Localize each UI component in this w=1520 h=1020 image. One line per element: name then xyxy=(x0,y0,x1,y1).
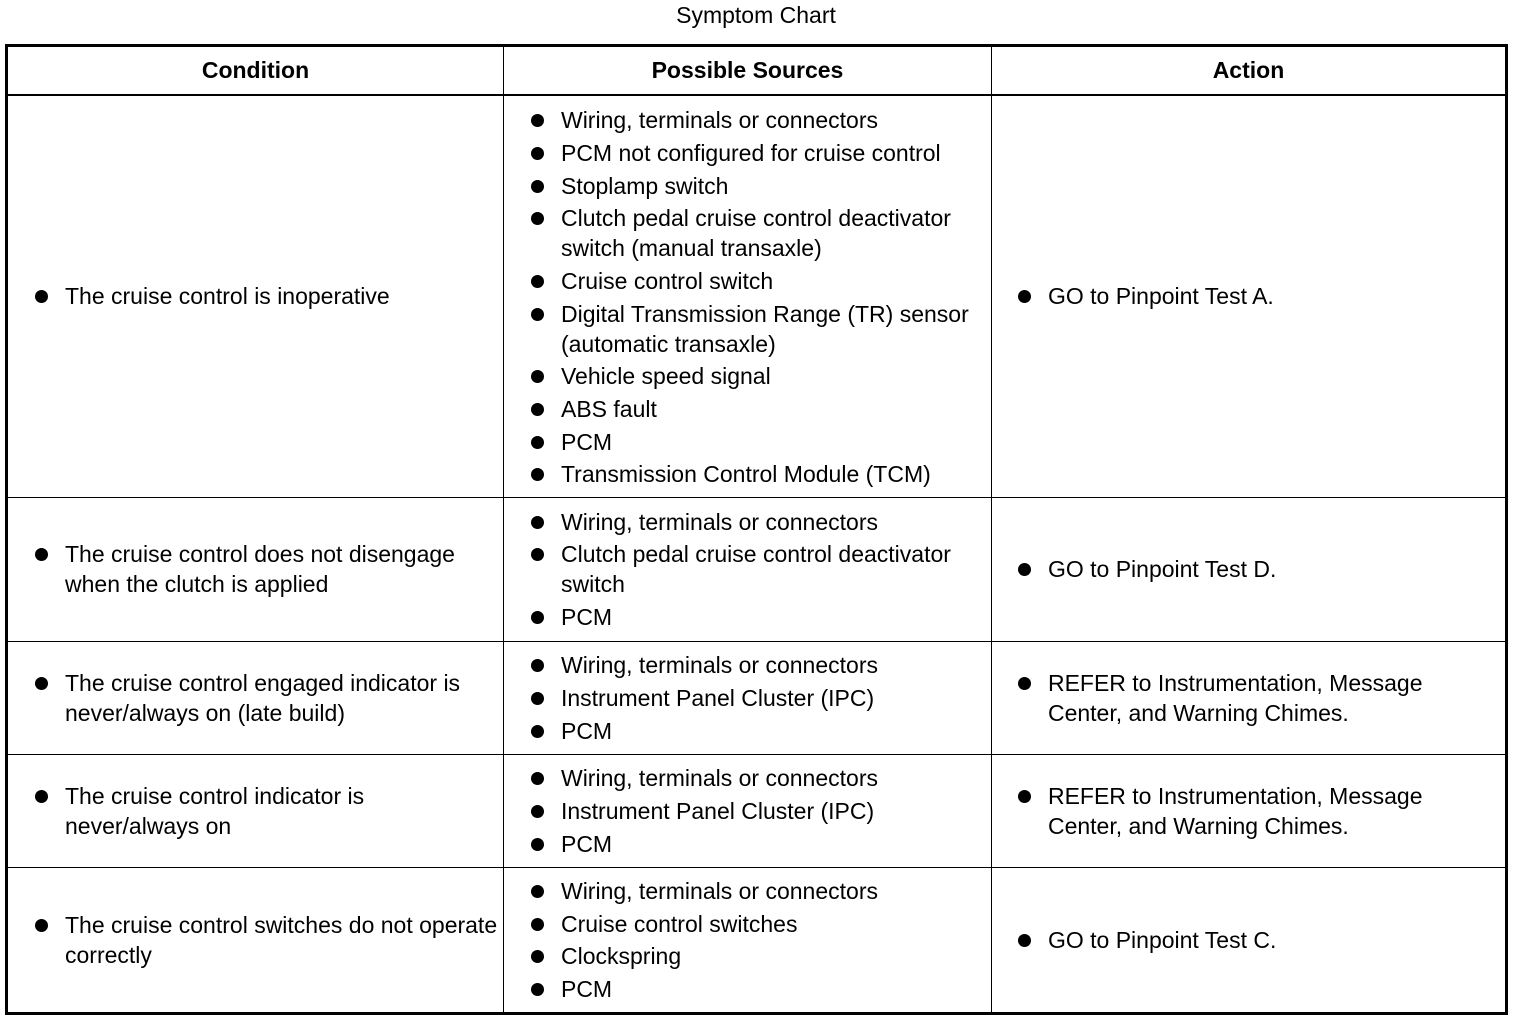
action-item xyxy=(992,281,1505,311)
possible-sources-cell xyxy=(503,497,991,641)
action-item xyxy=(992,925,1505,955)
source-text: Wiring, terminals or connectors xyxy=(560,508,878,535)
action-cell xyxy=(991,641,1506,754)
table-row xyxy=(7,497,1507,641)
source-item xyxy=(504,974,991,1004)
condition-item xyxy=(8,910,503,970)
source-item xyxy=(504,941,991,971)
source-item xyxy=(504,459,991,489)
bullet-icon xyxy=(531,403,544,416)
action-cell xyxy=(991,95,1506,497)
bullet-icon xyxy=(531,611,544,624)
table-row xyxy=(7,95,1507,497)
bullet-icon xyxy=(1018,790,1031,803)
bullet-icon xyxy=(531,918,544,931)
bullet-icon xyxy=(1018,563,1031,576)
header-condition: Condition xyxy=(7,46,504,96)
source-text: Vehicle speed signal xyxy=(560,363,771,390)
source-text: Transmission Control Module (TCM) xyxy=(560,461,931,488)
bullet-icon xyxy=(531,725,544,738)
source-text: Cruise control switch xyxy=(560,268,774,295)
source-text: ABS fault xyxy=(560,396,657,423)
source-text: PCM xyxy=(560,830,613,857)
symptom-table xyxy=(5,44,1508,1015)
condition-cell xyxy=(7,867,504,1013)
bullet-icon xyxy=(531,772,544,785)
bullet-icon xyxy=(1018,290,1031,303)
source-item xyxy=(504,105,991,135)
action-text: REFER to Instrumentation, Message Center, and Warning Chimes. xyxy=(1047,782,1423,839)
source-text: Wiring, terminals or connectors xyxy=(560,107,878,134)
source-text: Cruise control switches xyxy=(560,910,798,937)
bullet-icon xyxy=(531,275,544,288)
possible-sources-cell xyxy=(503,867,991,1013)
source-item xyxy=(504,829,991,859)
condition-text: The cruise control does not disengage when the clutch is applied xyxy=(65,541,455,598)
action-cell xyxy=(991,497,1506,641)
bullet-icon xyxy=(531,436,544,449)
action-text: GO to Pinpoint Test C. xyxy=(1047,926,1277,953)
source-text: Digital Transmission Range (TR) sensor (automatic transaxle) xyxy=(560,300,969,357)
source-item xyxy=(504,361,991,391)
source-item xyxy=(504,650,991,680)
source-text: PCM xyxy=(560,603,613,630)
source-text: Wiring, terminals or connectors xyxy=(560,765,878,792)
bullet-icon xyxy=(531,114,544,127)
source-item xyxy=(504,394,991,424)
action-item xyxy=(992,781,1505,841)
condition-item xyxy=(8,539,503,599)
header-possible-sources: Possible Sources xyxy=(503,46,991,96)
condition-cell xyxy=(7,754,504,867)
source-text: Instrument Panel Cluster (IPC) xyxy=(560,797,875,824)
action-text: REFER to Instrumentation, Message Center, and Warning Chimes. xyxy=(1047,669,1423,726)
bullet-icon xyxy=(531,983,544,996)
action-item xyxy=(992,668,1505,728)
bullet-icon xyxy=(531,180,544,193)
header-action: Action xyxy=(991,46,1506,96)
source-item xyxy=(504,138,991,168)
bullet-icon xyxy=(1018,934,1031,947)
source-item xyxy=(504,507,991,537)
condition-cell xyxy=(7,497,504,641)
bullet-icon xyxy=(531,692,544,705)
condition-text: The cruise control indicator is never/always on xyxy=(65,782,365,839)
bullet-icon xyxy=(531,370,544,383)
bullet-icon xyxy=(531,950,544,963)
table-row xyxy=(7,754,1507,867)
action-item xyxy=(992,554,1505,584)
bullet-icon xyxy=(531,147,544,160)
possible-sources-cell xyxy=(503,754,991,867)
source-item xyxy=(504,763,991,793)
bullet-icon xyxy=(531,468,544,481)
source-item xyxy=(504,716,991,746)
source-text: PCM xyxy=(560,717,613,744)
condition-cell xyxy=(7,641,504,754)
source-item xyxy=(504,427,991,457)
action-cell xyxy=(991,867,1506,1013)
bullet-icon xyxy=(531,885,544,898)
bullet-icon xyxy=(531,516,544,529)
condition-text: The cruise control engaged indicator is never/always on (late build) xyxy=(65,669,461,726)
source-text: Wiring, terminals or connectors xyxy=(560,652,878,679)
source-text: PCM xyxy=(560,428,613,455)
source-text: PCM xyxy=(560,975,613,1002)
source-text: Stoplamp switch xyxy=(560,172,729,199)
table-row xyxy=(7,641,1507,754)
source-text: PCM not configured for cruise control xyxy=(560,139,941,166)
source-item xyxy=(504,203,991,263)
bullet-icon xyxy=(1018,677,1031,690)
condition-text: The cruise control is inoperative xyxy=(65,283,390,310)
condition-item xyxy=(8,668,503,728)
bullet-icon xyxy=(35,677,48,690)
chart-title: Symptom Chart xyxy=(676,2,836,28)
condition-cell xyxy=(7,95,504,497)
source-text: Wiring, terminals or connectors xyxy=(560,877,878,904)
condition-item xyxy=(8,781,503,841)
bullet-icon xyxy=(531,212,544,225)
source-item xyxy=(504,796,991,826)
bullet-icon xyxy=(531,548,544,561)
condition-text: The cruise control switches do not operate correctly xyxy=(65,911,498,968)
bullet-icon xyxy=(35,790,48,803)
source-item xyxy=(504,602,991,632)
bullet-icon xyxy=(531,838,544,851)
bullet-icon xyxy=(531,659,544,672)
source-text: Instrument Panel Cluster (IPC) xyxy=(560,684,875,711)
source-item xyxy=(504,171,991,201)
possible-sources-cell xyxy=(503,641,991,754)
source-item xyxy=(504,876,991,906)
source-item xyxy=(504,909,991,939)
bullet-icon xyxy=(35,290,48,303)
action-text: GO to Pinpoint Test A. xyxy=(1047,283,1274,310)
bullet-icon xyxy=(35,548,48,561)
source-item xyxy=(504,266,991,296)
table-row xyxy=(7,867,1507,1013)
source-item xyxy=(504,539,991,599)
header-row xyxy=(7,46,1507,96)
bullet-icon xyxy=(531,805,544,818)
source-text: Clutch pedal cruise control deactivator switch (manual transaxle) xyxy=(560,205,951,262)
bullet-icon xyxy=(531,308,544,321)
condition-item xyxy=(8,281,503,311)
bullet-icon xyxy=(35,919,48,932)
source-item xyxy=(504,683,991,713)
source-text: Clockspring xyxy=(560,943,682,970)
source-text: Clutch pedal cruise control deactivator switch xyxy=(560,541,951,598)
action-text: GO to Pinpoint Test D. xyxy=(1047,556,1277,583)
action-cell xyxy=(991,754,1506,867)
source-item xyxy=(504,299,991,359)
possible-sources-cell xyxy=(503,95,991,497)
